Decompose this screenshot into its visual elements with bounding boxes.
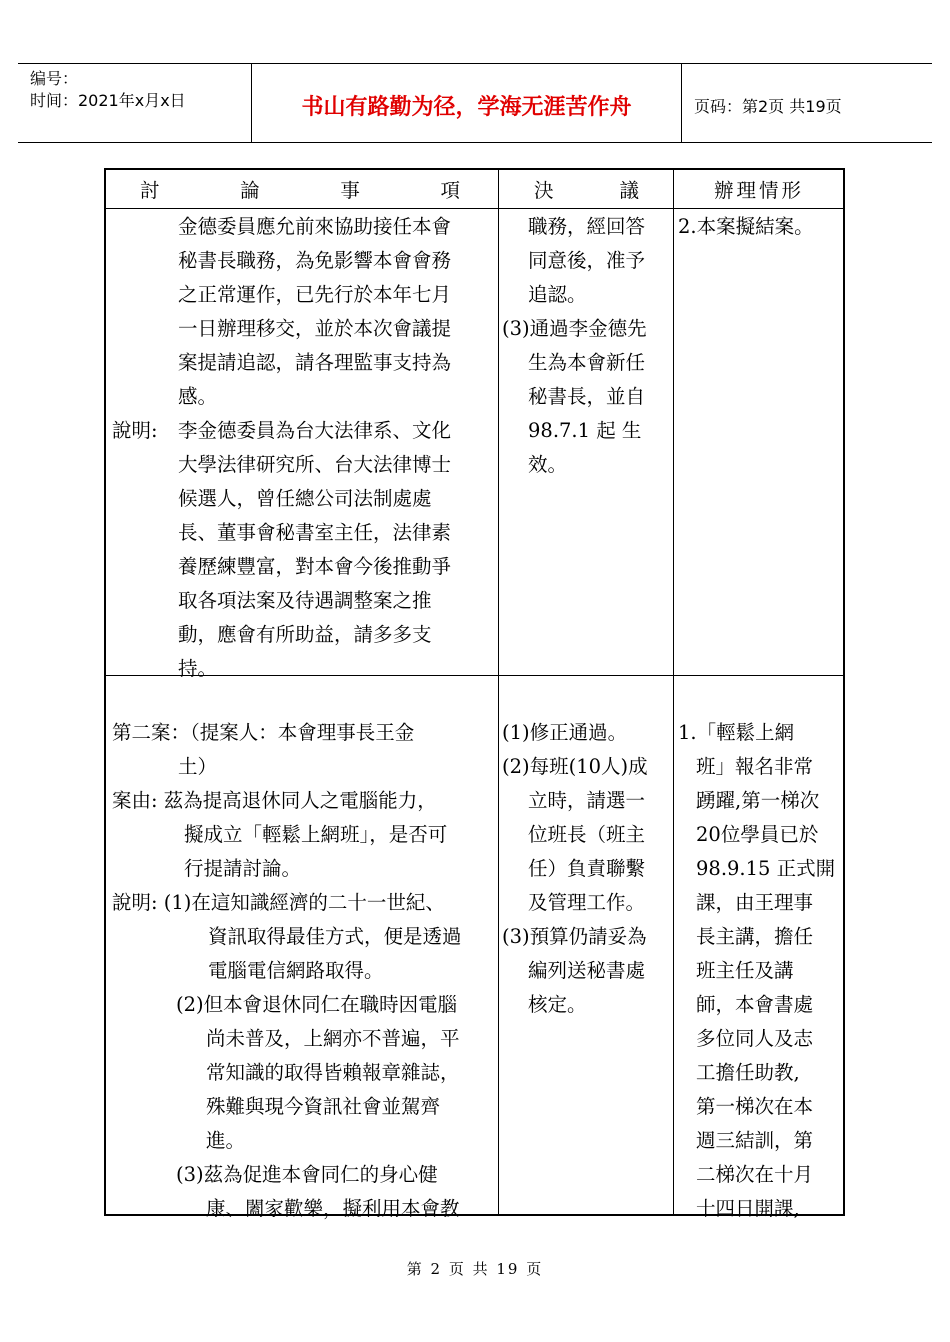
text-line: 踴躍,第一梯次	[696, 789, 820, 812]
text-line: 班」報名非常	[696, 755, 814, 778]
text-line: 金德委員應允前來協助接任本會	[178, 215, 452, 238]
table-divider-2	[673, 170, 674, 1214]
column-header-topic	[140, 170, 460, 208]
column-header-char: 討	[140, 179, 160, 202]
text-line: 課，由王理事	[696, 891, 814, 914]
text-line: 編列送秘書處	[528, 959, 646, 982]
text-line: 行提請討論。	[184, 857, 302, 880]
text-line: 之正常運作，已先行於本年七月	[178, 283, 452, 306]
column-header-resolution	[534, 170, 639, 208]
header-meta	[18, 64, 252, 142]
text-line: (1)修正通過。	[502, 721, 628, 744]
text-line: 追認。	[528, 283, 587, 306]
text-line: 多位同人及志	[696, 1027, 814, 1050]
text-line: (3)預算仍請妥為	[502, 925, 647, 948]
row1-explain	[178, 414, 494, 686]
text-line: 持。	[178, 657, 218, 680]
text-line: 長主講，擔任	[696, 925, 814, 948]
text-line: 李金德委員為台大法律系、文化	[178, 419, 452, 442]
text-line: (2)每班(10人)成	[502, 755, 648, 778]
table-header-rule	[106, 208, 843, 209]
text-line: 及管理工作。	[528, 891, 646, 914]
column-header-char: 論	[240, 179, 260, 202]
text-line: 2.本案擬結案。	[678, 215, 814, 238]
text-line: 案由: 茲為提高退休同人之電腦能力，	[112, 789, 437, 812]
text-line: 生為本會新任	[528, 351, 646, 374]
column-header-char: 項	[440, 179, 460, 202]
text-line: 第二案：（提案人：本會理事長王金	[112, 721, 415, 744]
text-line: 尚未普及，上網亦不普遍，平	[206, 1027, 460, 1050]
table-divider-1	[498, 170, 499, 1214]
document-time: 时间：2021年x月x日	[30, 91, 186, 110]
text-line: (3)茲為促進本會同仁的身心健	[176, 1163, 438, 1186]
text-line: 班主任及講	[696, 959, 794, 982]
text-line: 秘書長，並自	[528, 385, 646, 408]
text-line: 案提請追認，請各理監事支持為	[178, 351, 452, 374]
document-number-label: 编号：	[30, 69, 79, 88]
text-line: 電腦電信網路取得。	[208, 959, 384, 982]
document-header	[18, 63, 932, 143]
text-line: 常知識的取得皆賴報章雜誌，	[206, 1061, 460, 1084]
text-line: 一日辦理移交，並於本次會議提	[178, 317, 452, 340]
column-header-status: 辦理情形	[713, 179, 804, 202]
text-line: 取各項法案及待遇調整案之推	[178, 589, 432, 612]
text-line: 20位學員已於	[696, 823, 819, 846]
text-line: 長、董事會秘書室主任，法律素	[178, 521, 452, 544]
row1-explain-label: 說明:	[112, 419, 158, 442]
text-line: 98.7.1 起 生	[528, 419, 642, 442]
header-page-code: 页码：第2页 共19页	[694, 96, 842, 116]
row1-status	[678, 210, 842, 244]
row2-status	[678, 716, 842, 1226]
page-footer: 第 2 页 共 19 页	[406, 1260, 544, 1278]
text-line: 養歷練豐富，對本會今後推動爭	[178, 555, 452, 578]
column-header-char: 決	[534, 179, 554, 202]
text-line: (2)但本會退休同仁在職時因電腦	[176, 993, 458, 1016]
text-line: 週三結訓，第	[696, 1129, 814, 1152]
text-line: 立時，請選一	[528, 789, 646, 812]
text-line: 擬成立「輕鬆上網班」，是否可	[184, 823, 448, 846]
text-line: 工擔任助教,	[696, 1061, 800, 1084]
text-line: 候選人，曾任總公司法制處處	[178, 487, 432, 510]
text-line: 核定。	[528, 993, 587, 1016]
text-line: 秘書長職務，為免影響本會會務	[178, 249, 452, 272]
text-line: 1.「輕鬆上網	[678, 721, 795, 744]
text-line: 任）負責聯繫	[528, 857, 646, 880]
row1-topic	[178, 210, 494, 414]
text-line: 康、闔家歡樂，擬利用本會教	[206, 1197, 460, 1220]
text-line: 二梯次在十月	[696, 1163, 814, 1186]
row2-resolution	[502, 716, 670, 1022]
text-line: 土）	[178, 755, 218, 778]
text-line: 效。	[528, 453, 568, 476]
text-line: 98.9.15 正式開	[696, 857, 836, 880]
text-line: 動，應會有所助益，請多多支	[178, 623, 432, 646]
minutes-table	[104, 168, 845, 1220]
text-line: (3)通過李金德先	[502, 317, 647, 340]
column-header-char: 事	[340, 179, 360, 202]
row1-resolution	[502, 210, 670, 482]
text-line: 職務，經回答	[528, 215, 646, 238]
text-line: 第一梯次在本	[696, 1095, 814, 1118]
text-line: 感。	[178, 385, 218, 408]
column-header-char: 議	[619, 179, 639, 202]
text-line: 大學法律研究所、台大法律博士	[178, 453, 452, 476]
text-line: 進。	[206, 1129, 246, 1152]
text-line: 師，本會書處	[696, 993, 814, 1016]
text-line: 說明: (1)在這知識經濟的二十一世紀、	[112, 891, 445, 914]
text-line: 同意後，准予	[528, 249, 646, 272]
text-line: 殊難與現今資訊社會並駕齊	[206, 1095, 441, 1118]
header-slogan: 书山有路勤为径，学海无涯苦作舟	[252, 64, 682, 142]
text-line: 位班長（班主	[528, 823, 646, 846]
row2-topic	[112, 716, 496, 1226]
text-line: 十四日開課,	[696, 1197, 800, 1220]
text-line: 資訊取得最佳方式，便是透過	[208, 925, 462, 948]
